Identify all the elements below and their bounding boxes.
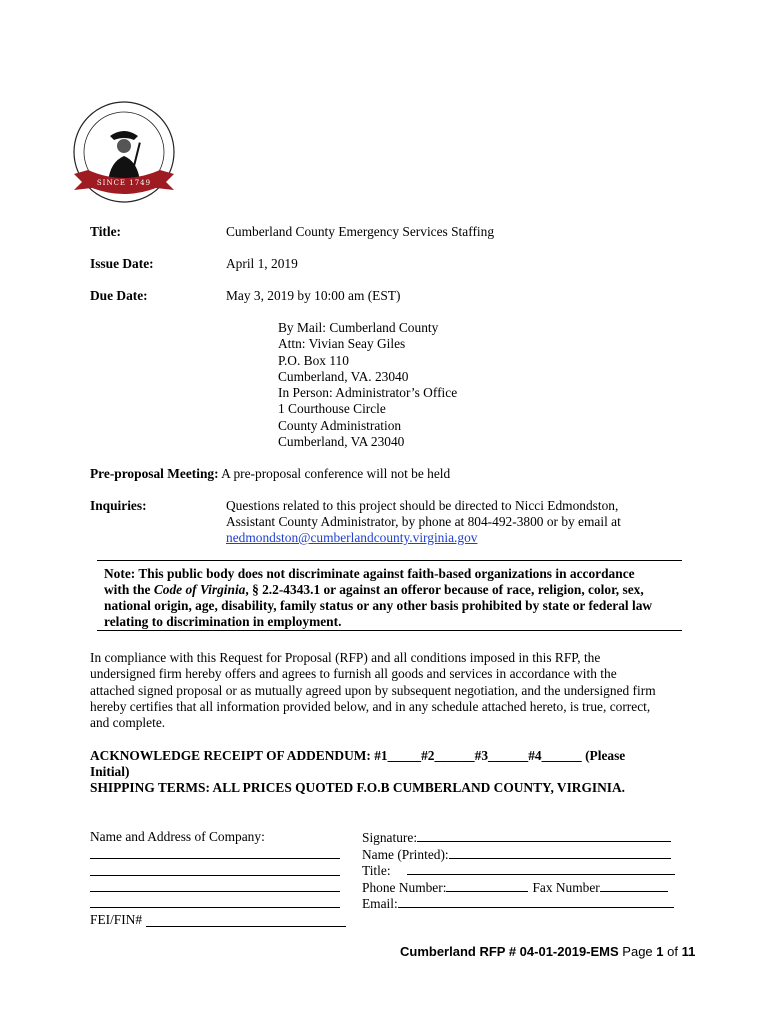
title-field-label: Title: [362, 863, 391, 879]
company-address-line-3[interactable] [90, 891, 340, 892]
inquiries-label: Inquiries: [90, 498, 147, 513]
title-label: Title: [90, 224, 121, 239]
signature-row [362, 829, 675, 912]
shipping-terms: SHIPPING TERMS: ALL PRICES QUOTED F.O.B CUMBERLAND COUNTY, VIRGINIA. [90, 780, 625, 795]
company-name-address-label: Name and Address of Company: [90, 829, 265, 844]
compliance-line: hereby certifies that all information provided below, and in any schedule attached hereto, is true, correct, [90, 698, 651, 714]
address-line: P.O. Box 110 [278, 352, 349, 368]
note-line-4: relating to discrimination in employment. [104, 614, 342, 629]
fax-number-label: Fax Number [532, 879, 600, 895]
name-printed-label: Name (Printed): [362, 846, 449, 862]
signature-field[interactable] [417, 829, 671, 842]
due-date-label: Due Date: [90, 288, 148, 303]
address-line: Cumberland, VA 23040 [278, 434, 405, 450]
seal-graphic [68, 96, 180, 214]
fei-fin-field[interactable] [146, 926, 346, 927]
note-line-2 [104, 582, 644, 598]
address-line: Cumberland, VA. 23040 [278, 368, 409, 384]
footer-page-number: 1 [656, 944, 664, 959]
address-line: 1 Courthouse Circle [278, 401, 386, 417]
compliance-line: In compliance with this Request for Proposal (RFP) and all conditions imposed in this RFP, the [90, 650, 601, 665]
seal-since-text: SINCE 1749 [96, 179, 152, 187]
title-field[interactable] [407, 862, 675, 875]
compliance-paragraph [90, 650, 656, 731]
address-line: Attn: Vivian Seay Giles [278, 336, 406, 352]
phone-number-label: Phone Number: [362, 879, 447, 895]
note-line-2-pre: with the [104, 582, 154, 597]
footer-rfp-label: Cumberland RFP # 04-01-2019-EMS [400, 944, 619, 959]
note-line-1: Note: This public body does not discriminate against faith-based organizations in accordance [104, 566, 635, 581]
issue-date-value: April 1, 2019 [226, 256, 298, 271]
address-line: In Person: Administrator’s Office [278, 385, 458, 401]
name-printed-field[interactable] [449, 846, 671, 859]
preproposal-value: A pre-proposal conference will not be held [221, 466, 451, 481]
title-value: Cumberland County Emergency Services Staffing [226, 224, 495, 239]
inquiries-line-2: Assistant County Administrator, by phone at 804-492-3800 or by email at [226, 514, 621, 529]
email-field[interactable] [398, 895, 674, 908]
inquiries-line-1: Questions related to this project should be directed to Nicci Edmondston, [226, 498, 619, 513]
code-of-virginia-italic: Code of Virginia [153, 582, 246, 597]
compliance-line: undersigned firm hereby offers and agrees to furnish all goods and services in accordance with the [90, 666, 617, 682]
fei-fin-label: FEI/FIN# [90, 912, 143, 927]
seal-motto-text [68, 96, 150, 98]
footer-page-word: Page [622, 944, 653, 959]
preproposal-row [90, 466, 450, 482]
note-line-3: national origin, age, disability, family status or any other basis prohibited by state or federal law [104, 598, 653, 613]
submission-address [278, 320, 457, 450]
page-footer [400, 944, 695, 959]
compliance-line: attached signed proposal or as mutually agreed upon by subsequent negotiation, and the undersigned firm [90, 682, 656, 698]
address-line: County Administration [278, 417, 402, 433]
note-line-2-post: , § 2.2-4343.1 or against an offeror because of race, religion, color, sex, [245, 582, 644, 597]
company-address-line-1[interactable] [90, 858, 340, 859]
addendum-line-1: ACKNOWLEDGE RECEIPT OF ADDENDUM: #1_____#2______#3______#4______ (Please [90, 748, 626, 763]
fax-number-field[interactable] [600, 879, 668, 892]
footer-of-word: of [667, 944, 678, 959]
issue-date-label: Issue Date: [90, 256, 154, 271]
due-date-value: May 3, 2019 by 10:00 am (EST) [226, 288, 401, 303]
nondiscrimination-note [97, 560, 682, 632]
compliance-line: and complete. [90, 715, 166, 731]
address-line: By Mail: Cumberland County [278, 320, 439, 335]
company-address-line-4[interactable] [90, 907, 340, 908]
email-label: Email: [362, 896, 398, 912]
company-address-line-2[interactable] [90, 875, 340, 876]
addendum-line-2: Initial) [90, 764, 130, 779]
preproposal-label: Pre-proposal Meeting: [90, 466, 219, 481]
county-seal-logo [68, 96, 180, 214]
inquiries-email-link[interactable]: nedmondston@cumberlandcounty.virginia.gov [226, 530, 478, 545]
note-bottom-rule [97, 630, 682, 631]
note-top-rule [97, 560, 682, 561]
footer-page-total: 11 [681, 944, 696, 959]
phone-number-field[interactable] [446, 879, 528, 892]
signature-label: Signature: [362, 830, 418, 845]
